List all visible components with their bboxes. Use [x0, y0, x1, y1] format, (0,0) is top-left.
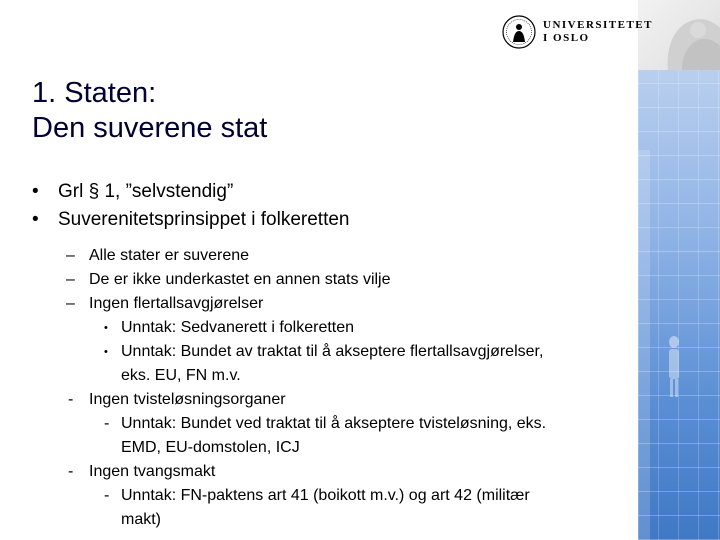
sub-bullet-item [32, 268, 632, 292]
sub-sub-bullet-text: Unntak: Bundet ved traktat til å akseptere tvisteløsning, eks. [121, 415, 547, 432]
logo-line-2: I OSLO [543, 32, 590, 44]
sub-bullet-marker: – [66, 295, 75, 312]
sub-sub-bullet-marker: - [104, 415, 110, 432]
sub-bullet-text: Alle stater er suverene [89, 247, 250, 264]
title-line-1: 1. Staten: [32, 77, 157, 109]
slide-title [32, 76, 267, 146]
logo-line-1: UNIVERSITETET [543, 19, 653, 31]
sub-sub-bullet-marker: • [104, 322, 108, 334]
sub-bullet-text: Ingen tvangsmakt [89, 463, 216, 480]
sub-bullet-marker: - [68, 391, 74, 408]
sub-sub-bullet-item [32, 484, 632, 532]
sub-sub-bullet-marker: - [104, 487, 110, 504]
sub-bullet-marker: – [66, 247, 75, 264]
sub-bullet-text: De er ikke underkastet en annen stats vilje [89, 271, 391, 288]
sub-sub-bullet-item [32, 316, 632, 340]
sub-bullet-item [32, 460, 632, 484]
bullet-marker: • [32, 209, 39, 230]
sub-bullet-item [32, 244, 632, 268]
sub-bullet-text: Ingen flertallsavgjørelser [89, 295, 264, 312]
sub-sub-bullet-continuation: makt) [121, 511, 161, 528]
sub-bullet-marker: - [68, 463, 74, 480]
title-line-2: Den suverene stat [32, 112, 268, 144]
sub-sub-bullet-text: Unntak: Bundet av traktat til å akseptere flertallsavgjørelser, [121, 343, 544, 360]
sub-sub-bullet-text: Unntak: Sedvanerett i folkeretten [121, 319, 355, 336]
university-logo [502, 14, 653, 50]
sub-bullet-item [32, 292, 632, 316]
sub-sub-bullet-marker: • [104, 346, 108, 358]
sub-bullet-marker: – [66, 271, 75, 288]
bullet-marker: • [32, 181, 39, 202]
sub-sub-bullet-item [32, 412, 632, 460]
sub-sub-bullet-item [32, 340, 632, 388]
bullet-item [32, 206, 632, 234]
sub-sub-bullet-continuation: EMD, EU-domstolen, ICJ [121, 439, 300, 456]
slide-content [32, 178, 632, 532]
sub-bullet-item [32, 388, 632, 412]
decorative-side-image [638, 70, 720, 540]
figure-silhouette-icon [638, 70, 720, 540]
university-seal-icon [502, 15, 536, 49]
sub-sub-bullet-text: Unntak: FN-paktens art 41 (boikott m.v.) og art 42 (militær [121, 487, 530, 504]
bullet-item [32, 178, 632, 206]
sub-sub-bullet-continuation: eks. EU, FN m.v. [121, 367, 241, 384]
bullet-text: Grl § 1, ”selvstendig” [58, 181, 234, 202]
bullet-text: Suverenitetsprinsippet i folkeretten [58, 209, 350, 230]
sub-bullet-text: Ingen tvisteløsningsorganer [89, 391, 286, 408]
